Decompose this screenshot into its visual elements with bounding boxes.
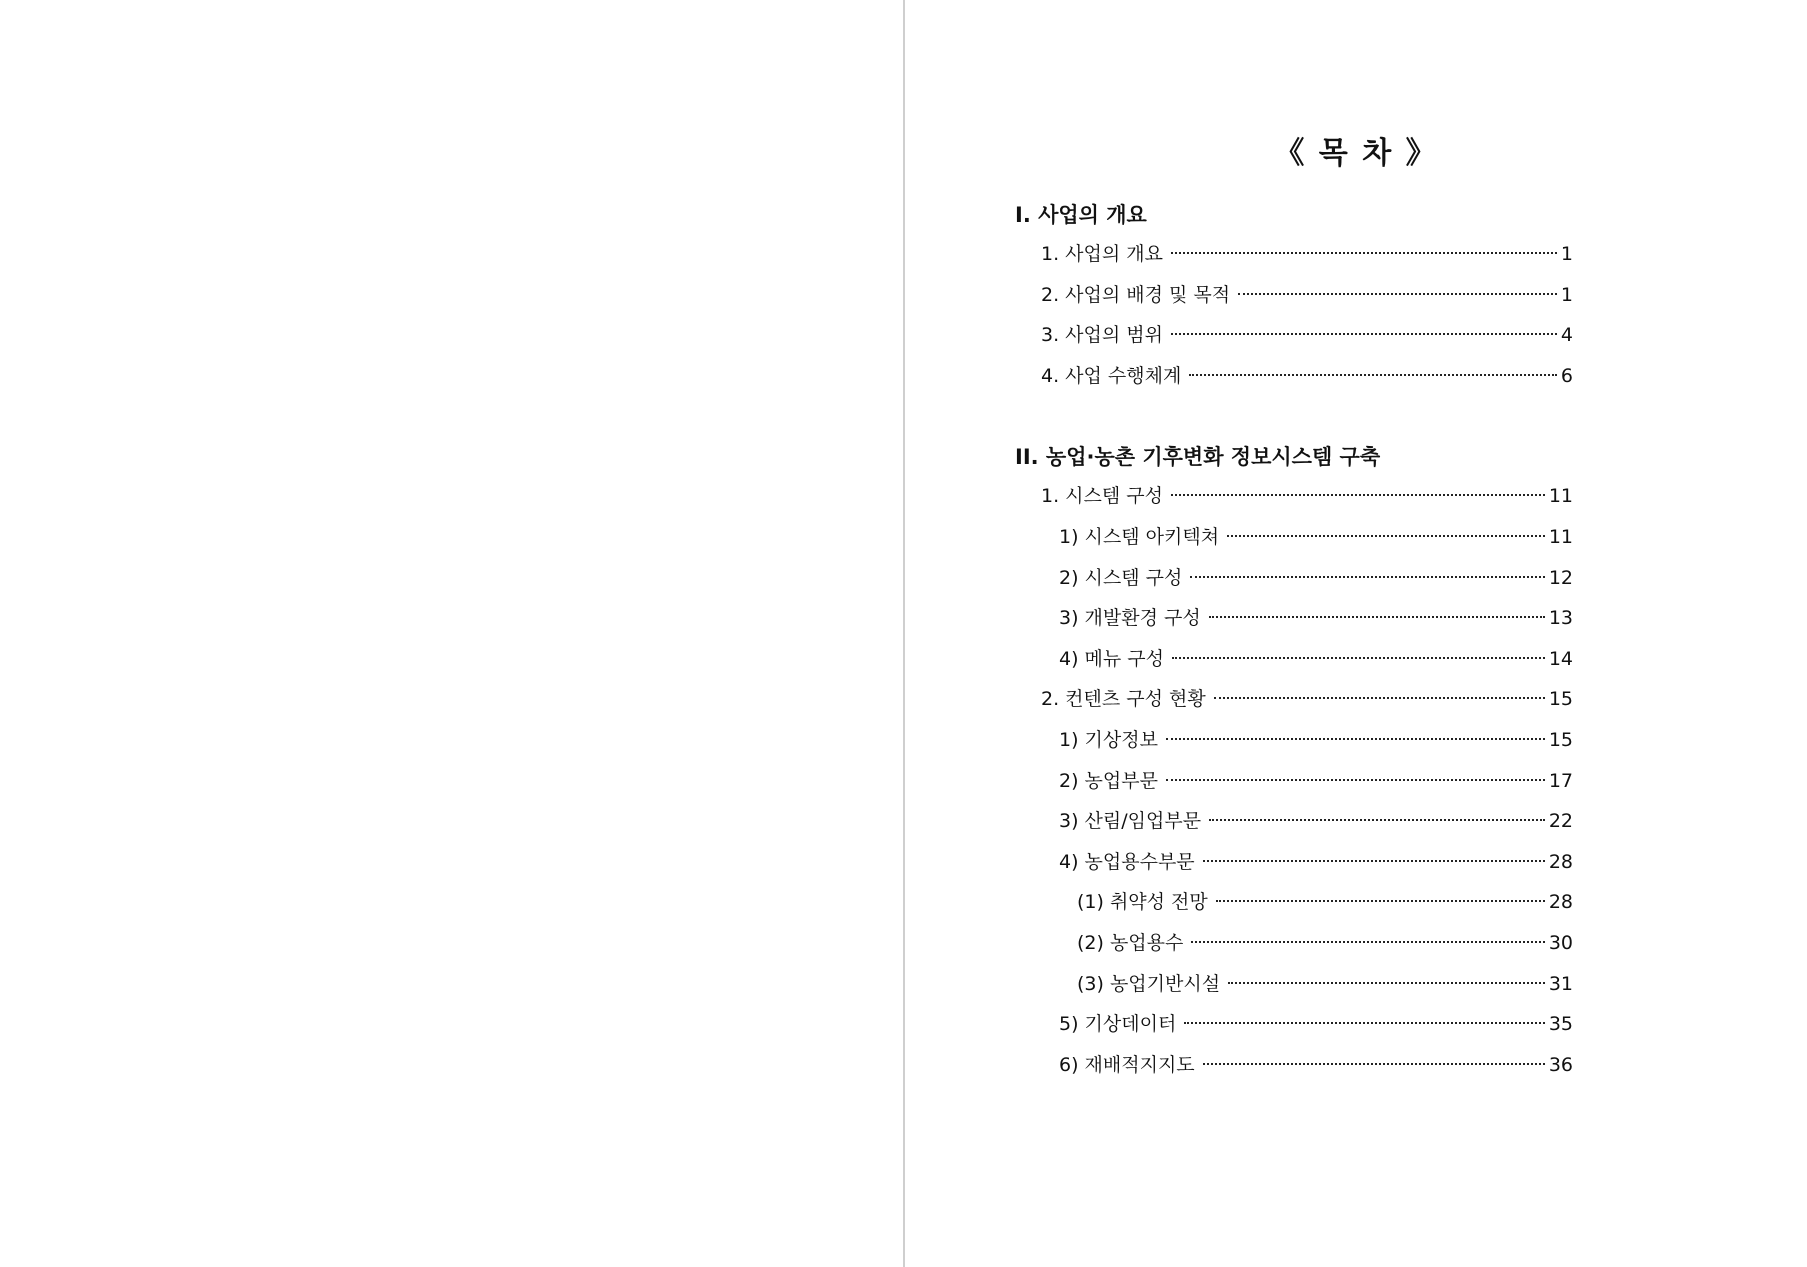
toc-entry bbox=[1015, 882, 1573, 923]
toc-entry-page: 28 bbox=[1548, 850, 1573, 873]
toc-entry bbox=[1015, 1045, 1573, 1086]
dot-leader bbox=[1228, 982, 1545, 984]
toc-entry bbox=[1015, 558, 1573, 599]
table-of-contents bbox=[1015, 196, 1573, 1085]
toc-entry-page: 15 bbox=[1548, 728, 1573, 751]
toc-entry-label: 1) 기상정보 bbox=[1059, 728, 1158, 751]
toc-entry-page: 35 bbox=[1548, 1013, 1573, 1036]
toc-entry bbox=[1015, 234, 1573, 275]
toc-entry bbox=[1015, 356, 1573, 397]
toc-entry-label: 1. 시스템 구성 bbox=[1041, 485, 1163, 508]
toc-entry-label: 2. 사업의 배경 및 목적 bbox=[1041, 283, 1231, 306]
toc-entry-label: 5) 기상데이터 bbox=[1059, 1013, 1177, 1036]
dot-leader bbox=[1172, 657, 1545, 659]
dot-leader bbox=[1166, 738, 1545, 740]
toc-entry-label: 4. 사업 수행체계 bbox=[1041, 364, 1182, 387]
dot-leader bbox=[1216, 900, 1545, 902]
toc-entry-page: 13 bbox=[1548, 607, 1573, 630]
toc-entry-page: 30 bbox=[1548, 931, 1573, 954]
toc-entry-page: 1 bbox=[1560, 283, 1573, 306]
dot-leader bbox=[1214, 697, 1545, 699]
dot-leader bbox=[1166, 779, 1545, 781]
toc-entry-page: 31 bbox=[1548, 972, 1573, 995]
toc-entry-label: 4) 농업용수부문 bbox=[1059, 850, 1195, 873]
dot-leader bbox=[1171, 333, 1557, 335]
toc-entry-page: 1 bbox=[1560, 243, 1573, 265]
toc-entry-label: 2) 농업부문 bbox=[1059, 769, 1158, 792]
toc-entry bbox=[1015, 275, 1573, 316]
dot-leader bbox=[1191, 941, 1544, 943]
toc-entry-page: 11 bbox=[1548, 485, 1573, 508]
dot-leader bbox=[1203, 860, 1545, 862]
toc-entry bbox=[1015, 315, 1573, 356]
toc-entry-page: 15 bbox=[1548, 688, 1573, 711]
toc-entry bbox=[1015, 801, 1573, 842]
toc-entry bbox=[1015, 476, 1573, 517]
toc-entry-page: 11 bbox=[1548, 525, 1573, 548]
toc-entry bbox=[1015, 964, 1573, 1005]
toc-title: 《 목 차 》 bbox=[1274, 136, 1438, 171]
toc-entry bbox=[1015, 923, 1573, 964]
toc-entry-page: 14 bbox=[1548, 647, 1573, 670]
dot-leader bbox=[1209, 616, 1545, 618]
dot-leader bbox=[1189, 374, 1557, 376]
left-page-blank bbox=[0, 0, 903, 1267]
toc-entry-page: 12 bbox=[1548, 566, 1573, 589]
toc-entry-label: 4) 메뉴 구성 bbox=[1059, 647, 1164, 670]
toc-entry-label: 1. 사업의 개요 bbox=[1041, 243, 1163, 265]
dot-leader bbox=[1184, 1022, 1545, 1024]
toc-entry-page: 17 bbox=[1548, 769, 1573, 792]
dot-leader bbox=[1171, 494, 1545, 496]
toc-entry-label: 3) 산림/임업부문 bbox=[1059, 810, 1202, 833]
toc-page bbox=[905, 0, 1807, 1267]
toc-entry-page: 4 bbox=[1560, 324, 1573, 347]
toc-entry-page: 36 bbox=[1548, 1053, 1573, 1076]
dot-leader bbox=[1171, 252, 1557, 254]
toc-entry-label: 2. 컨텐츠 구성 현황 bbox=[1041, 688, 1206, 711]
dot-leader bbox=[1203, 1063, 1545, 1065]
dot-leader bbox=[1190, 576, 1544, 578]
toc-entry-page: 6 bbox=[1560, 364, 1573, 387]
toc-entry bbox=[1015, 639, 1573, 680]
toc-entry bbox=[1015, 517, 1573, 558]
toc-entry-label: 1) 시스템 아키텍쳐 bbox=[1059, 525, 1220, 548]
toc-entry bbox=[1015, 679, 1573, 720]
toc-entry-page: 28 bbox=[1548, 891, 1573, 914]
toc-entry-label: (3) 농업기반시설 bbox=[1077, 972, 1221, 995]
toc-entry-label: 3) 개발환경 구성 bbox=[1059, 607, 1201, 630]
toc-entry-label: 2) 시스템 구성 bbox=[1059, 566, 1183, 589]
dot-leader bbox=[1209, 819, 1545, 821]
toc-entry-label: 6) 재배적지지도 bbox=[1059, 1053, 1195, 1076]
dot-leader bbox=[1238, 293, 1557, 295]
toc-entry bbox=[1015, 842, 1573, 883]
toc-entry bbox=[1015, 598, 1573, 639]
toc-entry bbox=[1015, 720, 1573, 761]
section-heading-1: I. 사업의 개요 bbox=[1015, 203, 1147, 227]
toc-entry-page: 22 bbox=[1548, 810, 1573, 833]
dot-leader bbox=[1227, 535, 1545, 537]
toc-entry-label: (2) 농업용수 bbox=[1077, 931, 1184, 954]
toc-entry bbox=[1015, 1004, 1573, 1045]
section-heading-2: II. 농업·농촌 기후변화 정보시스템 구축 bbox=[1015, 445, 1381, 470]
toc-entry bbox=[1015, 761, 1573, 802]
toc-entry-label: (1) 취약성 전망 bbox=[1077, 891, 1208, 914]
toc-entry-label: 3. 사업의 범위 bbox=[1041, 324, 1163, 347]
